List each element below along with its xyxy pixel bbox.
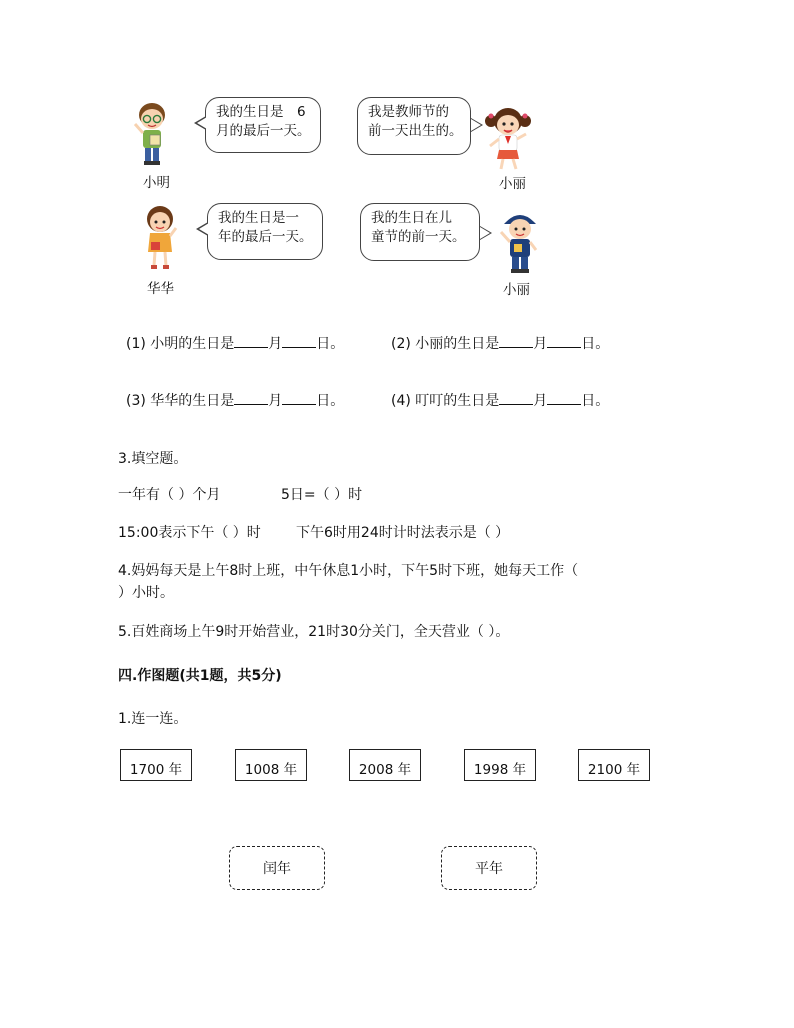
character-name: 华华 [147,281,174,297]
question-3 [126,389,344,411]
speech-line: 我是教师节的 [368,104,449,120]
answer-blank[interactable] [282,389,316,405]
speech-bubble [357,97,471,155]
question-1 [126,332,344,354]
answer-blank[interactable] [282,332,316,348]
character-xiaoli-2 [496,208,544,278]
character-name: 小丽 [503,282,530,298]
speech-line: 童节的前一天。 [371,229,466,245]
common-year-box[interactable]: 平年 [441,846,537,890]
question-4 [391,389,609,411]
day-label: 日。 [316,336,345,352]
girl-orange-illustration [140,204,180,272]
section-4-subtitle: 1.连一连。 [118,711,188,727]
fill-line-24h: 下午6时用24时计时法表示是（ ） [296,525,510,541]
character-xiaoli-1 [482,104,534,174]
girl-pigtails-illustration [482,104,534,174]
year-box[interactable]: 1998 年 [464,749,536,781]
character-huahua [140,204,180,272]
speech-bubble [205,97,321,153]
answer-blank[interactable] [234,389,268,405]
answer-blank[interactable] [499,389,533,405]
answer-blank[interactable] [547,332,581,348]
answer-blank[interactable] [547,389,581,405]
year-box[interactable]: 2008 年 [349,749,421,781]
section-fill-title: 3.填空题。 [118,451,188,467]
speech-line: 我的生日是 6 [216,104,306,120]
speech-line: 我的生日在儿 [371,210,452,226]
day-label: 日。 [581,393,610,409]
fill-line-months: 一年有（ ）个月 [118,487,221,503]
year-box[interactable]: 1008 年 [235,749,307,781]
speech-bubble [207,203,323,260]
fill-line-hours: 5日=（ ）时 [281,487,363,503]
question-4-line2: ）小时。 [118,585,174,601]
character-name: 小丽 [499,176,526,192]
year-box[interactable]: 2100 年 [578,749,650,781]
question-4-line1: 4.妈妈每天是上午8时上班，中午休息1小时，下午5时下班，她每天工作（ [118,563,579,579]
boy-cap-illustration [496,208,544,278]
section-4-title: 四.作图题(共1题，共5分) [118,668,282,684]
speech-line: 月的最后一天。 [216,123,311,139]
answer-blank[interactable] [499,332,533,348]
question-number: (3) [126,393,146,409]
question-text: 小明的生日是 [150,336,235,352]
leap-year-box[interactable]: 闰年 [229,846,325,890]
month-label: 月 [533,393,548,409]
speech-line: 年的最后一天。 [218,229,313,245]
character-name: 小明 [143,175,170,191]
day-label: 日。 [316,393,345,409]
answer-blank[interactable] [234,332,268,348]
day-label: 日。 [581,336,610,352]
speech-line: 我的生日是一 [218,210,299,226]
month-label: 月 [533,336,548,352]
boy-glasses-illustration [130,100,174,170]
question-text: 华华的生日是 [150,393,235,409]
question-5: 5.百姓商场上午9时开始营业，21时30分关门，全天营业（ ）。 [118,624,510,640]
month-label: 月 [268,336,283,352]
question-text: 叮叮的生日是 [415,393,500,409]
question-text: 小丽的生日是 [415,336,500,352]
question-2 [391,332,609,354]
question-number: (4) [391,393,411,409]
fill-line-afternoon: 15:00表示下午（ ）时 [118,525,261,541]
speech-line: 前一天出生的。 [368,123,463,139]
speech-bubble [360,203,480,261]
year-box[interactable]: 1700 年 [120,749,192,781]
character-xiaoming [130,100,174,170]
month-label: 月 [268,393,283,409]
question-number: (1) [126,336,146,352]
question-number: (2) [391,336,411,352]
